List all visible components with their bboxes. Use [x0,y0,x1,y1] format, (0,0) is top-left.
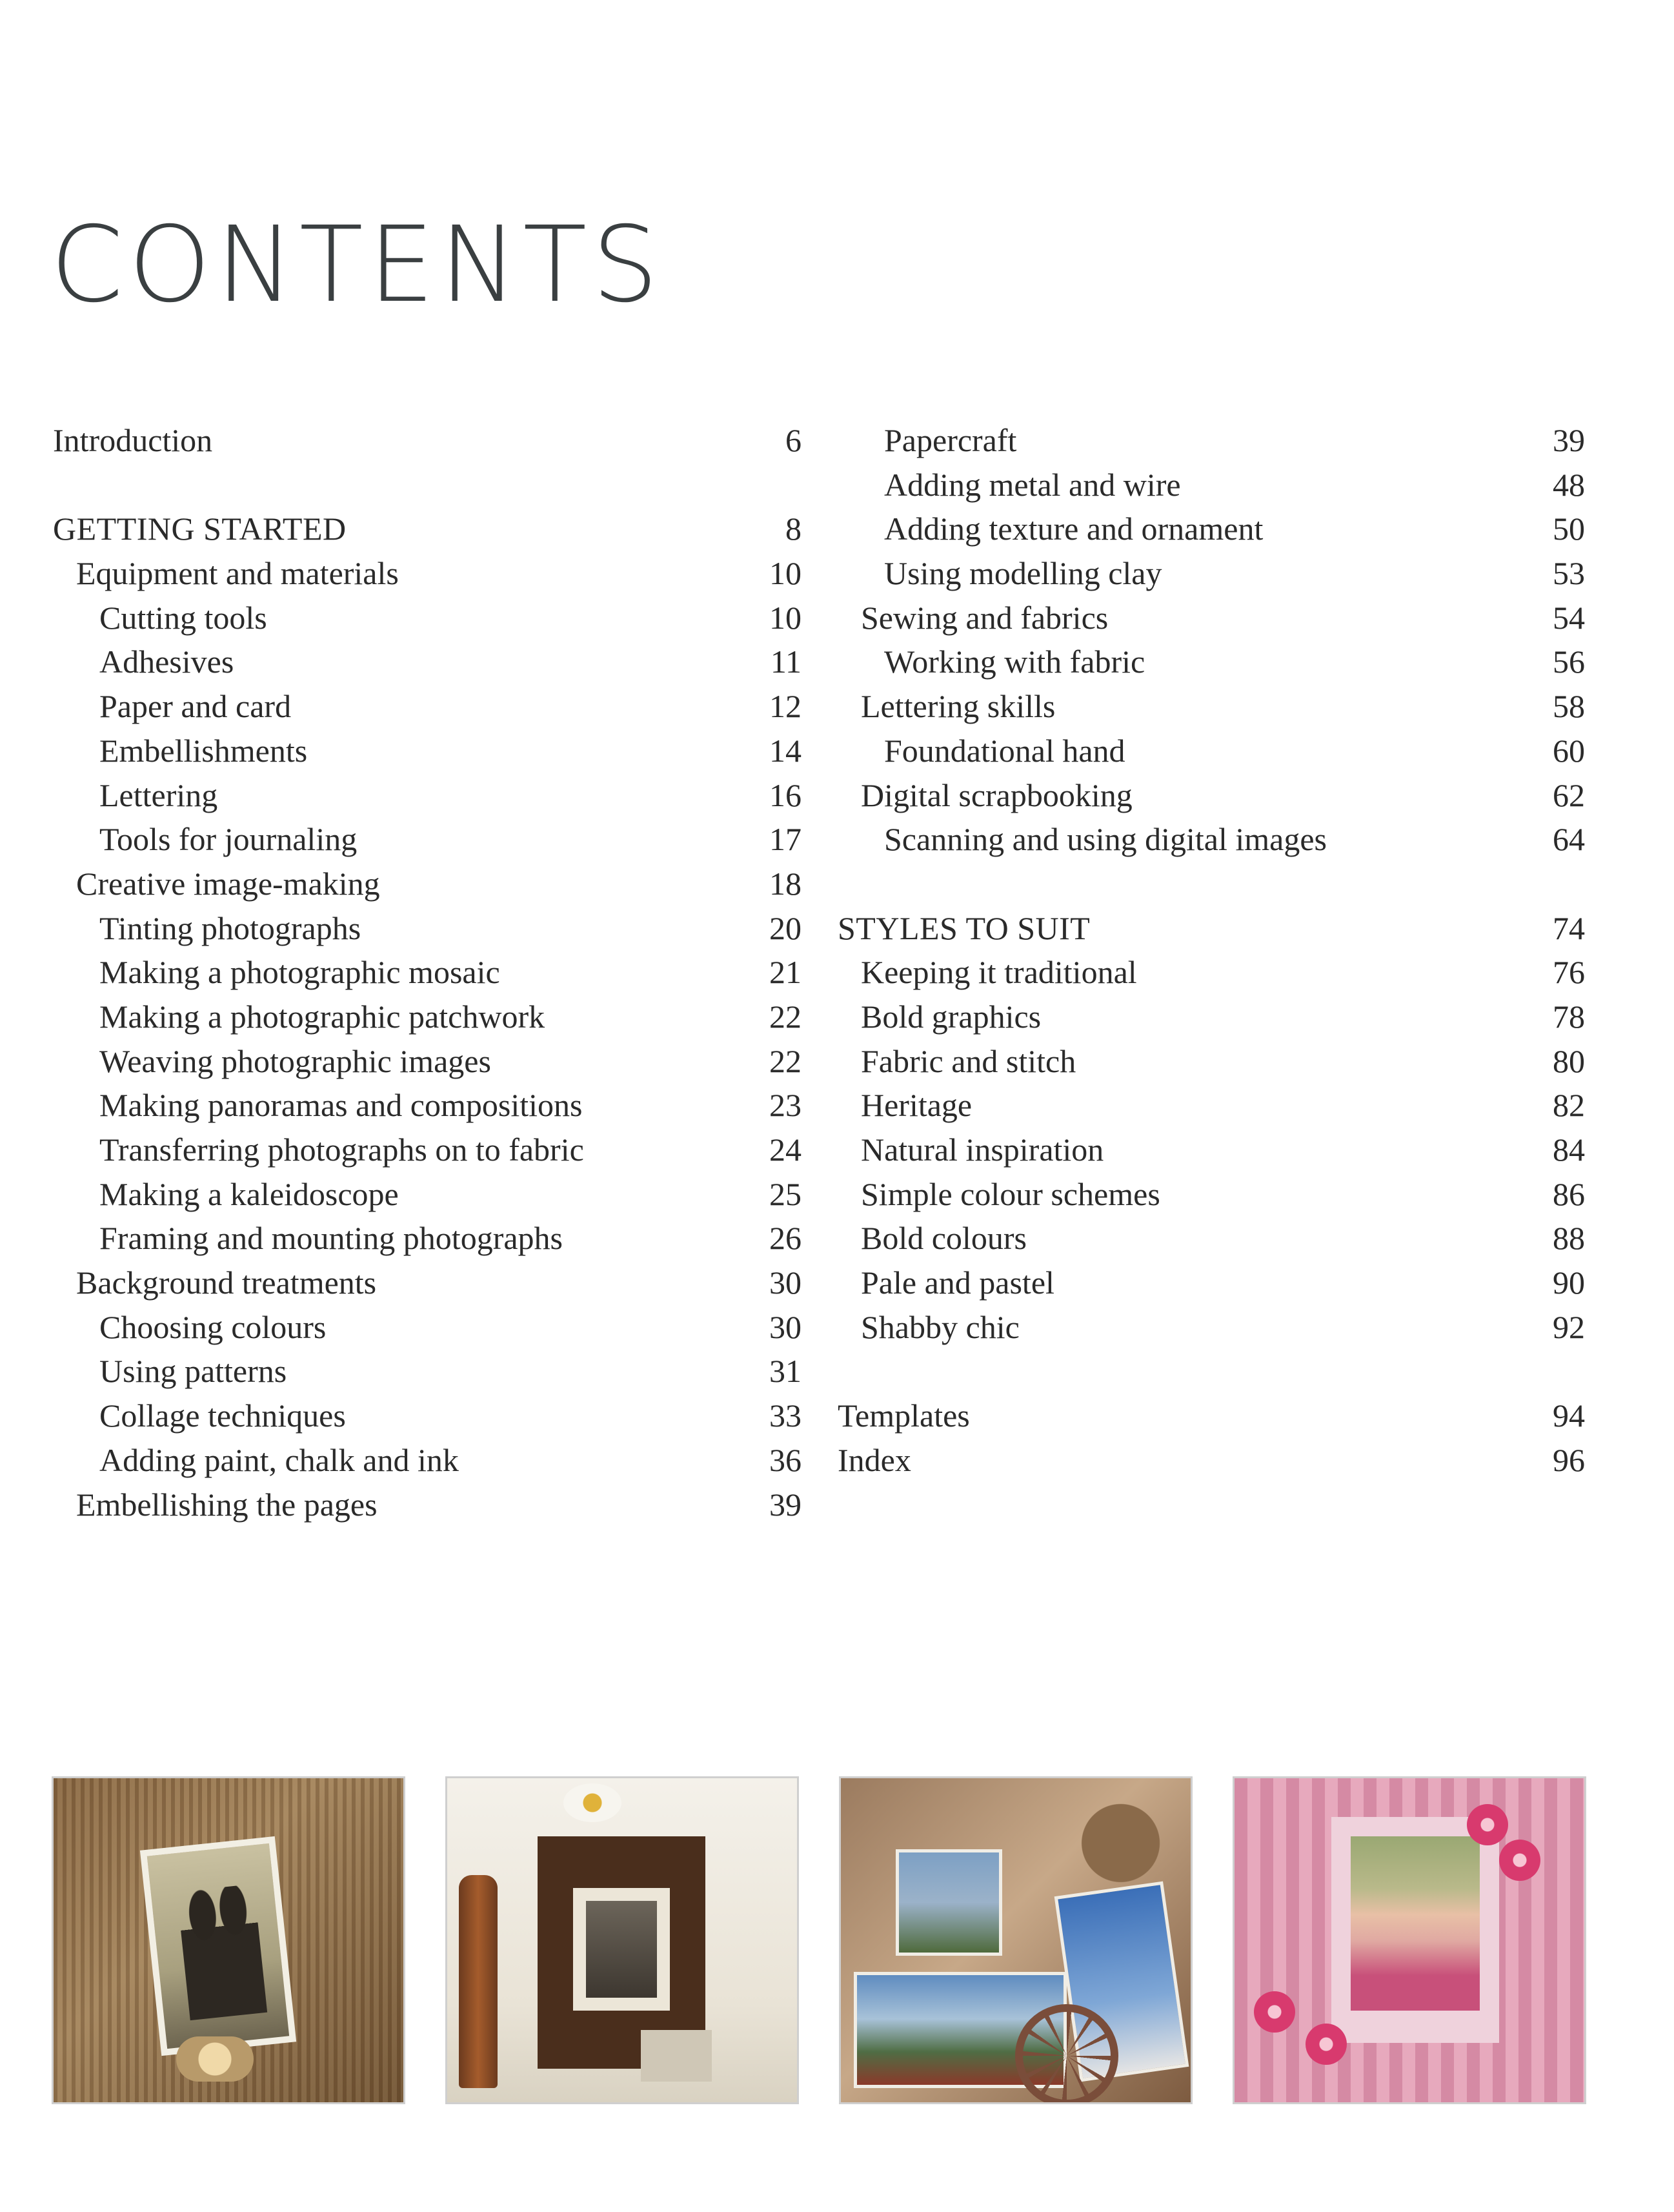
pink-flower-embellishment [1254,1991,1295,2033]
toc-entry [53,1172,802,1217]
toc-entry-label: Weaving photographic images [99,1042,491,1079]
toc-page-number: 90 [1553,1264,1585,1301]
toc-section-heading [53,507,802,551]
toc-entry [53,817,802,862]
toc-page-number: 39 [1553,422,1585,458]
toc-entry [53,950,802,995]
toc-spacer [838,862,1585,906]
toc-entry [53,906,802,951]
toc-entry-label: Working with fabric [884,644,1145,680]
toc-entry [838,773,1585,818]
toc-entry-label: Adding paint, chalk and ink [99,1441,459,1478]
toc-page-number: 17 [769,821,802,858]
toc-page-number: 21 [769,954,802,991]
statue-photo [896,1849,1002,1956]
toc-entry [53,418,802,463]
toc-entry [53,773,802,818]
toc-entry [53,729,802,773]
toc-page-number: 50 [1553,511,1585,547]
toc-page-number: 48 [1553,466,1585,503]
toc-page-number: 82 [1553,1087,1585,1124]
toc-entry [53,1039,802,1084]
toc-page-number: 62 [1553,776,1585,813]
toc-entry-label: Background treatments [76,1264,377,1301]
toc-entry-label: Tools for journaling [99,821,358,858]
pink-flower-embellishment [1467,1804,1508,1845]
toc-entry [53,1261,802,1305]
toc-page-number: 30 [769,1308,802,1345]
toc-page-number: 30 [769,1264,802,1301]
toc-entry-label: Making a kaleidoscope [99,1175,399,1212]
toc-entry-label: Bold colours [861,1220,1027,1257]
toc-page-number: 84 [1553,1131,1585,1168]
toc-section-heading [838,906,1585,951]
toc-page-number: 20 [769,909,802,946]
toc-entry [838,507,1585,551]
toc-entry [838,1172,1585,1217]
toc-entry [838,817,1585,862]
toc-page-number: 39 [769,1486,802,1523]
toc-left-column [53,418,802,1527]
toc-entry-label: Making panoramas and compositions [99,1087,583,1124]
toc-page-number: 12 [769,688,802,725]
toc-page-number: 14 [769,732,802,769]
toc-spacer [53,463,802,507]
toc-entry-label: Collage techniques [99,1397,346,1434]
heritage-family-photo-image [52,1776,405,2104]
toc-page-number: 94 [1553,1397,1585,1434]
toc-page-number: 86 [1553,1175,1585,1212]
toc-entry-label: Bold graphics [861,998,1042,1035]
pink-flower-embellishment [1306,2024,1347,2065]
toc-spacer [838,1349,1585,1394]
ships-wheel-embellishment [1015,2004,1118,2104]
toc-page-number: 58 [1553,688,1585,725]
toc-entry [53,862,802,906]
family-portrait-photo [140,1836,296,2056]
toc-entry-label: Transferring photographs on to fabric [99,1131,584,1168]
toc-page-number: 92 [1553,1308,1585,1345]
toc-entry-label: Embellishments [99,732,308,769]
toc-right-column [838,418,1585,1483]
toc-page-number: 53 [1553,555,1585,592]
toc-entry-label: Cutting tools [99,599,267,636]
flower-embellishment [176,2036,254,2082]
toc-entry-label: Index [838,1441,911,1478]
toc-page-number: 64 [1553,821,1585,858]
toc-entry-label: Paper and card [99,688,292,725]
toc-entry-label: Papercraft [884,422,1017,458]
toc-entry [53,640,802,684]
toc-entry-label: Fabric and stitch [861,1042,1076,1079]
toc-entry-label: Creative image-making [76,865,380,902]
toc-entry [53,596,802,640]
toc-entry [53,684,802,729]
toc-entry [838,684,1585,729]
toc-page-number: 33 [769,1397,802,1434]
toc-entry [838,950,1585,995]
toc-entry-label: Shabby chic [861,1308,1020,1345]
toc-page-number: 23 [769,1087,802,1124]
toc-entry-label: Pale and pastel [861,1264,1054,1301]
toc-entry-label: Lettering skills [861,688,1056,725]
travel-collage-image [839,1776,1193,2104]
toc-entry [838,1305,1585,1350]
toc-page-number: 80 [1553,1042,1585,1079]
toc-entry-label: Making a photographic patchwork [99,998,545,1035]
frame-mount [573,1888,670,2011]
toc-entry [53,1216,802,1261]
toc-entry-label: Tinting photographs [99,909,361,946]
toc-entry [838,1394,1585,1438]
toc-entry [838,640,1585,684]
toc-page-number: 88 [1553,1220,1585,1257]
toc-entry [53,1394,802,1438]
framed-photo-still-life-image [445,1776,799,2104]
toc-page-number: 16 [769,776,802,813]
toc-page-number: 6 [785,422,802,458]
toc-entry [838,729,1585,773]
toc-page-number: 24 [769,1131,802,1168]
toc-entry-label: Adding metal and wire [884,466,1181,503]
toc-entry [838,1128,1585,1172]
toc-entry-label: Lettering [99,776,218,813]
toc-entry [53,995,802,1039]
toc-entry [53,1438,802,1483]
page-title: CONTENTS [50,205,664,326]
toc-entry-label: Simple colour schemes [861,1175,1160,1212]
toc-entry [838,551,1585,596]
toc-page-number: 56 [1553,644,1585,680]
toc-entry [838,1261,1585,1305]
toc-entry [838,596,1585,640]
toc-page-number: 36 [769,1441,802,1478]
toc-page-number: 22 [769,998,802,1035]
toc-entry [838,1039,1585,1084]
toc-entry [838,463,1585,507]
toc-entry-label: Making a photographic mosaic [99,954,500,991]
toc-entry-label: Embellishing the pages [76,1486,378,1523]
toc-entry-label: Adding texture and ornament [884,511,1264,547]
toc-entry-label: GETTING STARTED [53,511,347,547]
toc-entry-label: Templates [838,1397,970,1434]
toc-entry-label: Introduction [53,422,213,458]
toc-page-number: 10 [769,555,802,592]
toc-entry-label: Framing and mounting photographs [99,1220,563,1257]
toc-entry-label: Heritage [861,1087,973,1124]
toc-entry [838,1083,1585,1128]
toc-page-number: 11 [770,644,802,680]
bottle-shape [459,1875,498,2088]
toc-page-number: 74 [1553,909,1585,946]
toc-entry-label: Using patterns [99,1353,287,1390]
toc-entry-label: Scanning and using digital images [884,821,1327,858]
toc-entry-label: Natural inspiration [861,1131,1104,1168]
toc-entry-label: Choosing colours [99,1308,327,1345]
family-figures [177,1884,267,2020]
toc-entry [53,1305,802,1350]
toc-entry [838,1216,1585,1261]
toc-entry [53,1128,802,1172]
toc-entry [53,1083,802,1128]
toc-page-number: 8 [785,511,802,547]
toc-entry [838,995,1585,1039]
toc-page-number: 31 [769,1353,802,1390]
toc-page-number: 26 [769,1220,802,1257]
toc-entry [53,1483,802,1527]
small-box [641,2030,712,2082]
pink-flower-embellishment [1499,1840,1540,1881]
girl-portrait-photo [1351,1836,1480,2011]
daisy-flower [563,1783,621,1822]
pink-knit-girl-portrait-image [1233,1776,1586,2104]
toc-page-number: 22 [769,1042,802,1079]
toc-entry [838,1438,1585,1483]
pink-mount [1331,1817,1499,2043]
toc-page-number: 76 [1553,954,1585,991]
toc-page-number: 25 [769,1175,802,1212]
toc-entry-label: Using modelling clay [884,555,1162,592]
toc-entry [53,1349,802,1394]
toc-entry-label: Foundational hand [884,732,1125,769]
toc-entry [838,418,1585,463]
toc-entry-label: Sewing and fabrics [861,599,1109,636]
toc-entry-label: Digital scrapbooking [861,776,1133,813]
toc-entry-label: Keeping it traditional [861,954,1137,991]
toc-entry-label: Equipment and materials [76,555,399,592]
toc-entry [53,551,802,596]
toc-page-number: 54 [1553,599,1585,636]
toc-page-number: 96 [1553,1441,1585,1478]
vintage-portrait [586,1901,657,1998]
toc-page-number: 18 [769,865,802,902]
toc-page-number: 78 [1553,998,1585,1035]
toc-entry-label: Adhesives [99,644,234,680]
toc-page-number: 60 [1553,732,1585,769]
toc-entry-label: STYLES TO SUIT [838,909,1091,946]
toc-page-number: 10 [769,599,802,636]
